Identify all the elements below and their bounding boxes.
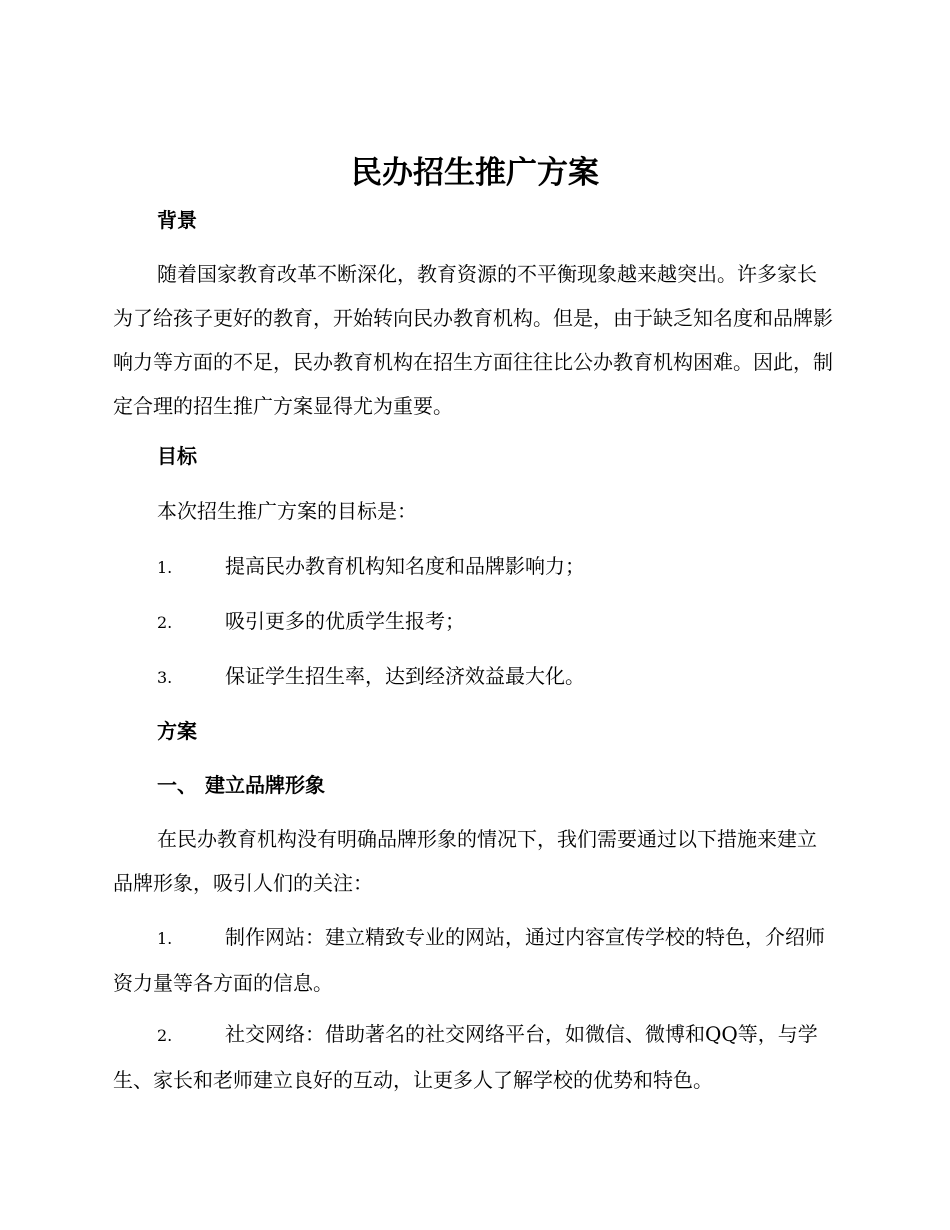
goal-item-text: 保证学生招生率，达到经济效益最大化。 — [225, 664, 585, 688]
plan-item-number: 2. — [157, 1026, 173, 1045]
goals-intro: 本次招生推广方案的目标是： — [157, 499, 417, 523]
heading-plan: 方案 — [157, 719, 197, 743]
goal-item-number: 2. — [157, 613, 173, 632]
section-title: 建立品牌形象 — [205, 773, 325, 797]
goal-item — [157, 551, 835, 583]
goal-item — [157, 661, 835, 693]
heading-goals: 目标 — [157, 444, 197, 468]
goal-item-number: 3. — [157, 668, 173, 687]
goal-item-text: 提高民办教育机构知名度和品牌影响力； — [225, 554, 585, 578]
goal-item-number: 1. — [157, 558, 173, 577]
background-paragraph: 随着国家教育改革不断深化，教育资源的不平衡现象越来越突出。许多家长为了给孩子更好的教育，开始转向民办教育机构。但是，由于缺乏知名度和品牌影响力等方面的不足，民办教育机构在招生方面往往比公办教育机构困难。因此，制定合理的招生推广方案显得尤为重要。 — [113, 262, 833, 418]
plan-item — [113, 1012, 835, 1102]
plan-item-text: 制作网站：建立精致专业的网站，通过内容宣传学校的特色，介绍师资力量等各方面的信息。 — [113, 925, 825, 995]
plan-item-number: 1. — [157, 929, 173, 948]
document-title: 民办招生推广方案 — [351, 155, 599, 191]
plan-item — [113, 915, 835, 1005]
plan-item-text: 社交网络：借助著名的社交网络平台，如微信、微博和QQ等，与学生、家长和老师建立良好的互动，让更多人了解学校的优势和特色。 — [113, 1022, 818, 1092]
section-heading — [157, 770, 325, 800]
goal-item-text: 吸引更多的优质学生报考； — [225, 609, 465, 633]
section-number: 一、 — [157, 773, 197, 797]
heading-background: 背景 — [157, 208, 197, 232]
section-intro: 在民办教育机构没有明确品牌形象的情况下，我们需要通过以下措施来建立品牌形象，吸引人们的关注： — [113, 827, 817, 895]
goal-item — [157, 606, 835, 638]
